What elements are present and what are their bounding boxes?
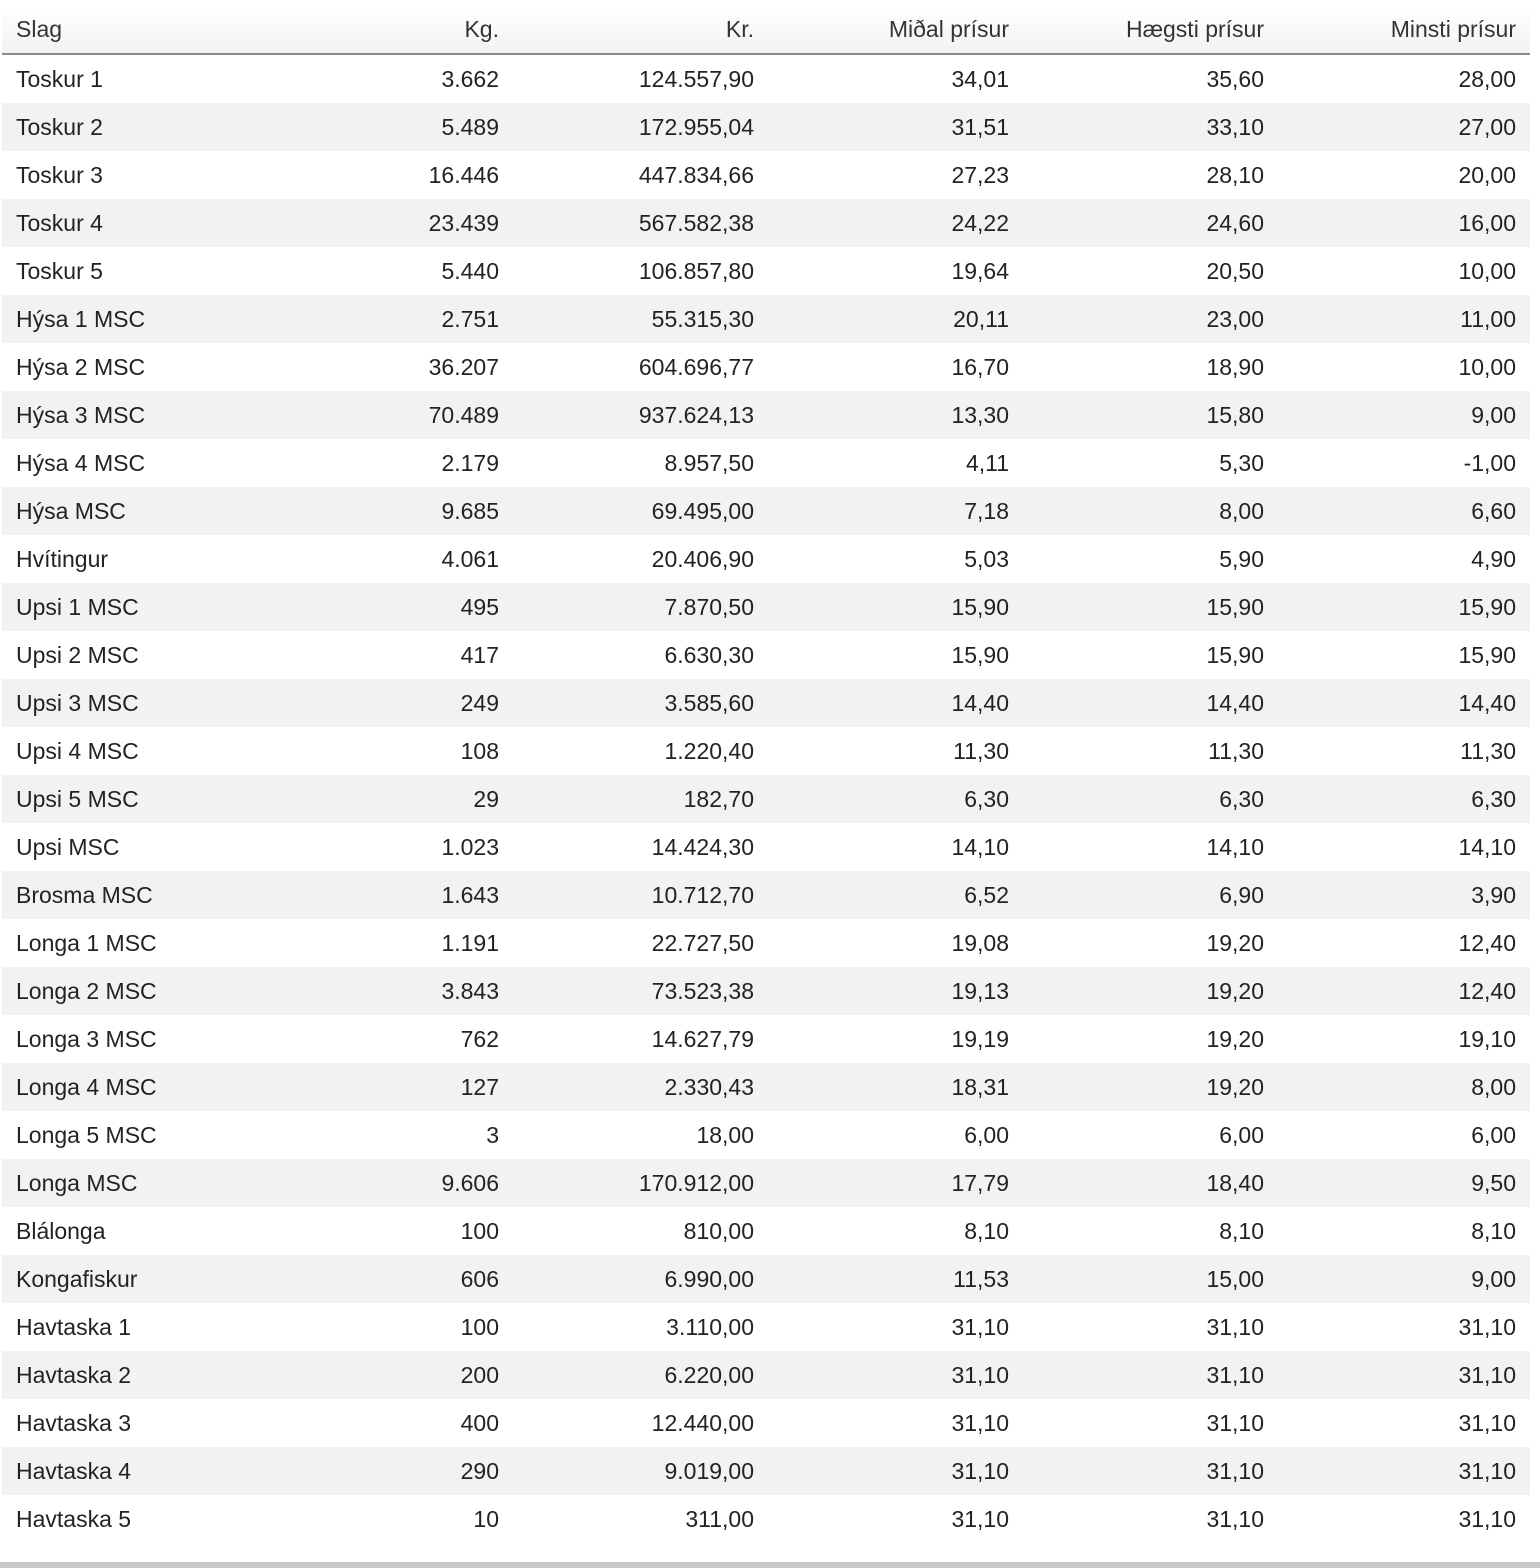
cell-kr: 14.627,79 bbox=[651, 1025, 754, 1052]
table-body bbox=[2, 54, 1530, 1543]
cell-highest-price: 24,60 bbox=[1023, 199, 1278, 247]
cell-highest-price: 6,00 bbox=[1219, 1121, 1264, 1148]
cell-slag: Toskur 1 bbox=[16, 65, 103, 92]
cell-lowest-price: 31,10 bbox=[1458, 1505, 1516, 1532]
table-row bbox=[2, 1495, 1530, 1543]
table-row bbox=[2, 391, 1530, 439]
cell-kg: 108 bbox=[460, 737, 499, 764]
cell-highest-price: 28,10 bbox=[1206, 161, 1264, 188]
table-row bbox=[2, 247, 1530, 295]
cell-slag: Upsi 4 MSC bbox=[16, 737, 139, 764]
cell-slag: Havtaska 5 bbox=[16, 1505, 132, 1532]
table-row bbox=[2, 343, 1530, 391]
cell-kg: 70.489 bbox=[268, 391, 513, 439]
cell-slag: Hýsa 1 MSC bbox=[2, 295, 268, 343]
cell-kr: 170.912,00 bbox=[513, 1159, 768, 1207]
cell-kr: 6.630,30 bbox=[664, 641, 754, 668]
cell-average-price: 17,79 bbox=[768, 1159, 1023, 1207]
cell-slag: Havtaska 3 bbox=[16, 1409, 132, 1436]
cell-kr: 20.406,90 bbox=[651, 545, 754, 572]
cell-kr: 937.624,13 bbox=[513, 391, 768, 439]
table-row bbox=[2, 1015, 1530, 1063]
cell-average-price: 19,19 bbox=[951, 1025, 1009, 1052]
cell-kr: 182,70 bbox=[513, 775, 768, 823]
cell-average-price: 15,90 bbox=[951, 641, 1009, 668]
cell-kr: 14.424,30 bbox=[651, 833, 754, 860]
table-row bbox=[2, 967, 1530, 1015]
cell-lowest-price: 6,00 bbox=[1471, 1121, 1516, 1148]
cell-kr: 106.857,80 bbox=[638, 257, 754, 284]
cell-lowest-price: 10,00 bbox=[1458, 353, 1516, 380]
table-row bbox=[2, 679, 1530, 727]
cell-average-price: 11,53 bbox=[768, 1255, 1023, 1303]
header-highest-price[interactable]: Hægsti prísur bbox=[1023, 6, 1278, 54]
cell-highest-price: 35,60 bbox=[1206, 65, 1264, 92]
cell-kg: 4.061 bbox=[441, 545, 499, 572]
cell-average-price: 31,10 bbox=[951, 1313, 1009, 1340]
cell-kr: 69.495,00 bbox=[513, 487, 768, 535]
cell-slag: Hýsa MSC bbox=[2, 487, 268, 535]
cell-kg: 9.685 bbox=[268, 487, 513, 535]
table-row bbox=[2, 1447, 1530, 1495]
cell-average-price: 31,10 bbox=[768, 1447, 1023, 1495]
table-row bbox=[2, 295, 1530, 343]
cell-highest-price: 31,10 bbox=[1206, 1409, 1264, 1436]
cell-highest-price: 19,20 bbox=[1023, 1063, 1278, 1111]
cell-lowest-price: 10,00 bbox=[1458, 257, 1516, 284]
cell-kg: 5.489 bbox=[268, 103, 513, 151]
cell-average-price: 13,30 bbox=[768, 391, 1023, 439]
cell-average-price: 14,10 bbox=[951, 833, 1009, 860]
cell-lowest-price: 15,90 bbox=[1458, 641, 1516, 668]
cell-lowest-price: 9,00 bbox=[1278, 1255, 1530, 1303]
cell-lowest-price: 9,00 bbox=[1278, 391, 1530, 439]
cell-kr: 73.523,38 bbox=[513, 967, 768, 1015]
cell-highest-price: 31,10 bbox=[1206, 1505, 1264, 1532]
cell-average-price: 31,51 bbox=[768, 103, 1023, 151]
cell-kg: 36.207 bbox=[428, 353, 499, 380]
cell-lowest-price: 31,10 bbox=[1278, 1447, 1530, 1495]
cell-lowest-price: 11,00 bbox=[1278, 295, 1530, 343]
table-row bbox=[2, 1255, 1530, 1303]
cell-kr: 604.696,77 bbox=[638, 353, 754, 380]
cell-slag: Upsi 2 MSC bbox=[16, 641, 139, 668]
cell-lowest-price: 3,90 bbox=[1278, 871, 1530, 919]
cell-kg: 1.023 bbox=[441, 833, 499, 860]
cell-lowest-price: -1,00 bbox=[1463, 449, 1516, 476]
table-row bbox=[2, 1063, 1530, 1111]
cell-slag: Upsi 5 MSC bbox=[2, 775, 268, 823]
cell-kr: 9.019,00 bbox=[513, 1447, 768, 1495]
cell-kr: 18,00 bbox=[696, 1121, 754, 1148]
cell-kg: 290 bbox=[268, 1447, 513, 1495]
cell-lowest-price: 6,30 bbox=[1278, 775, 1530, 823]
cell-kg: 3 bbox=[486, 1121, 499, 1148]
cell-lowest-price: 4,90 bbox=[1471, 545, 1516, 572]
header-kr[interactable]: Kr. bbox=[513, 6, 768, 54]
cell-kr: 3.585,60 bbox=[513, 679, 768, 727]
cell-kr: 311,00 bbox=[685, 1505, 754, 1532]
cell-average-price: 31,10 bbox=[768, 1351, 1023, 1399]
cell-average-price: 24,22 bbox=[768, 199, 1023, 247]
cell-lowest-price: 8,10 bbox=[1471, 1217, 1516, 1244]
cell-kg: 606 bbox=[268, 1255, 513, 1303]
cell-kr: 6.220,00 bbox=[513, 1351, 768, 1399]
cell-slag: Hýsa 2 MSC bbox=[16, 353, 146, 380]
cell-kr: 124.557,90 bbox=[638, 65, 754, 92]
cell-lowest-price: 28,00 bbox=[1458, 65, 1516, 92]
cell-slag: Upsi 3 MSC bbox=[2, 679, 268, 727]
price-table bbox=[2, 6, 1530, 1543]
table-row bbox=[2, 1159, 1530, 1207]
cell-kg: 3.662 bbox=[441, 65, 499, 92]
cell-lowest-price: 14,40 bbox=[1278, 679, 1530, 727]
cell-slag: Longa 5 MSC bbox=[16, 1121, 157, 1148]
table-row bbox=[2, 1399, 1530, 1447]
cell-average-price: 7,18 bbox=[768, 487, 1023, 535]
table-row bbox=[2, 199, 1530, 247]
cell-average-price: 18,31 bbox=[768, 1063, 1023, 1111]
cell-highest-price: 20,50 bbox=[1206, 257, 1264, 284]
header-average-price[interactable]: Miðal prísur bbox=[768, 6, 1023, 54]
table-row bbox=[2, 54, 1530, 103]
cell-kg: 400 bbox=[460, 1409, 499, 1436]
cell-kg: 29 bbox=[268, 775, 513, 823]
cell-highest-price: 11,30 bbox=[1208, 737, 1264, 764]
cell-kg: 200 bbox=[268, 1351, 513, 1399]
cell-slag: Longa 1 MSC bbox=[16, 929, 157, 956]
table-row bbox=[2, 1351, 1530, 1399]
cell-kg: 100 bbox=[460, 1313, 499, 1340]
cell-average-price: 6,30 bbox=[768, 775, 1023, 823]
cell-kr: 567.582,38 bbox=[513, 199, 768, 247]
cell-highest-price: 19,20 bbox=[1206, 1025, 1264, 1052]
cell-slag: Longa MSC bbox=[2, 1159, 268, 1207]
cell-lowest-price: 19,10 bbox=[1458, 1025, 1516, 1052]
header-slag[interactable]: Slag bbox=[2, 6, 268, 54]
table-row bbox=[2, 631, 1530, 679]
cell-average-price: 31,10 bbox=[951, 1505, 1009, 1532]
price-table-container bbox=[2, 6, 1530, 1543]
cell-lowest-price: 6,60 bbox=[1278, 487, 1530, 535]
cell-highest-price: 15,90 bbox=[1023, 583, 1278, 631]
cell-slag: Havtaska 4 bbox=[2, 1447, 268, 1495]
cell-highest-price: 31,10 bbox=[1023, 1447, 1278, 1495]
cell-average-price: 6,52 bbox=[768, 871, 1023, 919]
cell-highest-price: 14,40 bbox=[1023, 679, 1278, 727]
cell-average-price: 15,90 bbox=[768, 583, 1023, 631]
cell-kr: 22.727,50 bbox=[651, 929, 754, 956]
cell-lowest-price: 31,10 bbox=[1458, 1409, 1516, 1436]
table-row bbox=[2, 823, 1530, 871]
cell-slag: Blálonga bbox=[16, 1217, 106, 1244]
table-row bbox=[2, 871, 1530, 919]
cell-average-price: 8,10 bbox=[964, 1217, 1009, 1244]
header-row bbox=[2, 6, 1530, 54]
cell-kg: 1.191 bbox=[441, 929, 499, 956]
cell-highest-price: 31,10 bbox=[1023, 1351, 1278, 1399]
cell-average-price: 14,40 bbox=[768, 679, 1023, 727]
table-row bbox=[2, 103, 1530, 151]
cell-slag: Toskur 3 bbox=[16, 161, 103, 188]
cell-highest-price: 6,30 bbox=[1023, 775, 1278, 823]
cell-slag: Brosma MSC bbox=[2, 871, 268, 919]
cell-kg: 2.751 bbox=[268, 295, 513, 343]
cell-highest-price: 14,10 bbox=[1206, 833, 1264, 860]
cell-average-price: 5,03 bbox=[964, 545, 1009, 572]
cell-lowest-price: 27,00 bbox=[1278, 103, 1530, 151]
cell-slag: Toskur 4 bbox=[2, 199, 268, 247]
bottom-divider bbox=[0, 1562, 1540, 1568]
cell-kr: 55.315,30 bbox=[513, 295, 768, 343]
cell-slag: Hýsa 3 MSC bbox=[2, 391, 268, 439]
table-row bbox=[2, 487, 1530, 535]
cell-slag: Upsi 1 MSC bbox=[2, 583, 268, 631]
cell-lowest-price: 12,40 bbox=[1278, 967, 1530, 1015]
cell-average-price: 16,70 bbox=[951, 353, 1009, 380]
cell-highest-price: 33,10 bbox=[1023, 103, 1278, 151]
cell-kr: 1.220,40 bbox=[664, 737, 754, 764]
table-row bbox=[2, 1207, 1530, 1255]
cell-lowest-price: 9,50 bbox=[1278, 1159, 1530, 1207]
cell-highest-price: 18,40 bbox=[1023, 1159, 1278, 1207]
cell-kg: 16.446 bbox=[428, 161, 499, 188]
table-row bbox=[2, 1111, 1530, 1159]
cell-highest-price: 19,20 bbox=[1206, 929, 1264, 956]
cell-highest-price: 19,20 bbox=[1023, 967, 1278, 1015]
cell-lowest-price: 12,40 bbox=[1458, 929, 1516, 956]
table-row bbox=[2, 775, 1530, 823]
table-row bbox=[2, 535, 1530, 583]
cell-lowest-price: 31,10 bbox=[1458, 1313, 1516, 1340]
cell-lowest-price: 20,00 bbox=[1458, 161, 1516, 188]
cell-kr: 12.440,00 bbox=[651, 1409, 754, 1436]
cell-slag: Longa 4 MSC bbox=[2, 1063, 268, 1111]
cell-lowest-price: 15,90 bbox=[1278, 583, 1530, 631]
cell-highest-price: 8,10 bbox=[1219, 1217, 1264, 1244]
cell-average-price: 19,08 bbox=[951, 929, 1009, 956]
table-row bbox=[2, 583, 1530, 631]
cell-lowest-price: 11,30 bbox=[1460, 737, 1516, 764]
cell-kr: 172.955,04 bbox=[513, 103, 768, 151]
table-row bbox=[2, 1303, 1530, 1351]
cell-average-price: 6,00 bbox=[964, 1121, 1009, 1148]
cell-highest-price: 8,00 bbox=[1023, 487, 1278, 535]
cell-kg: 127 bbox=[268, 1063, 513, 1111]
header-kg[interactable]: Kg. bbox=[268, 6, 513, 54]
cell-highest-price: 23,00 bbox=[1023, 295, 1278, 343]
cell-slag: Havtaska 2 bbox=[2, 1351, 268, 1399]
cell-kg: 2.179 bbox=[441, 449, 499, 476]
table-row bbox=[2, 151, 1530, 199]
cell-lowest-price: 8,00 bbox=[1278, 1063, 1530, 1111]
cell-average-price: 27,23 bbox=[951, 161, 1009, 188]
cell-kr: 2.330,43 bbox=[513, 1063, 768, 1111]
cell-highest-price: 31,10 bbox=[1206, 1313, 1264, 1340]
cell-average-price: 31,10 bbox=[951, 1409, 1009, 1436]
cell-kr: 447.834,66 bbox=[638, 161, 754, 188]
cell-slag: Kongafiskur bbox=[2, 1255, 268, 1303]
cell-kr: 8.957,50 bbox=[664, 449, 754, 476]
cell-slag: Longa 2 MSC bbox=[2, 967, 268, 1015]
cell-slag: Toskur 2 bbox=[2, 103, 268, 151]
cell-kg: 100 bbox=[460, 1217, 499, 1244]
cell-kr: 6.990,00 bbox=[513, 1255, 768, 1303]
cell-highest-price: 18,90 bbox=[1206, 353, 1264, 380]
table-row bbox=[2, 727, 1530, 775]
cell-slag: Hýsa 4 MSC bbox=[16, 449, 146, 476]
cell-slag: Havtaska 1 bbox=[16, 1313, 132, 1340]
cell-average-price: 19,64 bbox=[951, 257, 1009, 284]
cell-kg: 495 bbox=[268, 583, 513, 631]
cell-highest-price: 15,80 bbox=[1023, 391, 1278, 439]
cell-kg: 1.643 bbox=[268, 871, 513, 919]
cell-kg: 762 bbox=[460, 1025, 499, 1052]
cell-kg: 5.440 bbox=[441, 257, 499, 284]
cell-kg: 23.439 bbox=[268, 199, 513, 247]
cell-slag: Hvítingur bbox=[16, 545, 109, 572]
cell-lowest-price: 16,00 bbox=[1278, 199, 1530, 247]
header-lowest-price[interactable]: Minsti prísur bbox=[1278, 6, 1530, 54]
cell-kg: 10 bbox=[473, 1505, 499, 1532]
cell-kr: 810,00 bbox=[683, 1217, 754, 1244]
cell-kg: 3.843 bbox=[268, 967, 513, 1015]
cell-slag: Longa 3 MSC bbox=[16, 1025, 157, 1052]
cell-kg: 417 bbox=[460, 641, 499, 668]
cell-kg: 249 bbox=[268, 679, 513, 727]
cell-highest-price: 15,00 bbox=[1023, 1255, 1278, 1303]
table-header bbox=[2, 6, 1530, 54]
cell-kr: 7.870,50 bbox=[513, 583, 768, 631]
cell-kg: 9.606 bbox=[268, 1159, 513, 1207]
cell-kr: 10.712,70 bbox=[513, 871, 768, 919]
cell-highest-price: 5,90 bbox=[1219, 545, 1264, 572]
cell-average-price: 34,01 bbox=[951, 65, 1009, 92]
cell-highest-price: 5,30 bbox=[1219, 449, 1264, 476]
cell-lowest-price: 31,10 bbox=[1278, 1351, 1530, 1399]
cell-average-price: 11,30 bbox=[953, 737, 1009, 764]
table-row bbox=[2, 439, 1530, 487]
cell-average-price: 20,11 bbox=[768, 295, 1023, 343]
cell-average-price: 19,13 bbox=[768, 967, 1023, 1015]
cell-average-price: 4,11 bbox=[965, 449, 1009, 476]
cell-lowest-price: 14,10 bbox=[1458, 833, 1516, 860]
table-row bbox=[2, 919, 1530, 967]
cell-highest-price: 15,90 bbox=[1206, 641, 1264, 668]
cell-slag: Toskur 5 bbox=[16, 257, 103, 284]
cell-highest-price: 6,90 bbox=[1023, 871, 1278, 919]
cell-kr: 3.110,00 bbox=[666, 1313, 754, 1340]
cell-slag: Upsi MSC bbox=[16, 833, 120, 860]
